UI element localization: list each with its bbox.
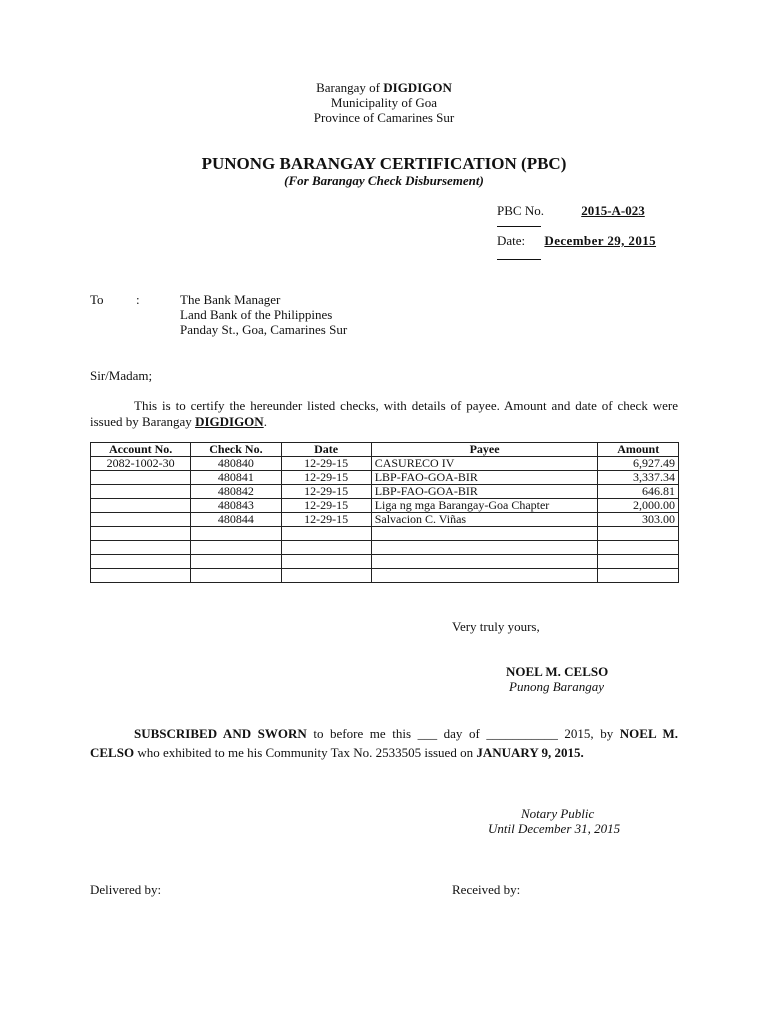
- cell-amount: 303.00: [598, 513, 679, 527]
- cell-account-no: [91, 541, 191, 555]
- oath-text-1: to before me this ___ day of ___________ 2015, by: [306, 726, 620, 741]
- cell-check-no: 480841: [191, 471, 281, 485]
- cell-date: [281, 569, 371, 583]
- oath-name: NOEL M. CELSO: [90, 726, 678, 760]
- cell-account-no: 2082-1002-30: [91, 457, 191, 471]
- cell-payee: [371, 527, 598, 541]
- oath-text-2: who exhibited to me his Community Tax No. 2533505 issued on: [134, 745, 477, 760]
- oath-issue-date: JANUARY 9, 2015.: [476, 745, 584, 760]
- notary-title: Notary Public: [521, 806, 595, 821]
- table-header-row: [91, 443, 679, 457]
- cell-account-no: [91, 569, 191, 583]
- pbc-date-label: Date:: [497, 233, 526, 248]
- cell-amount: [598, 555, 679, 569]
- pbc-number-value: 2015-A-023: [581, 203, 645, 218]
- recipient-line-2: Land Bank of the Philippines: [180, 307, 333, 322]
- cell-payee: [371, 541, 598, 555]
- certification-body: [90, 398, 678, 430]
- table-row: [91, 485, 679, 499]
- table-row: [91, 541, 679, 555]
- table-row: [91, 569, 679, 583]
- recipient-address: [180, 292, 347, 337]
- cell-payee: [371, 555, 598, 569]
- oath-paragraph: [90, 724, 678, 762]
- barangay-prefix: Barangay of: [316, 80, 384, 95]
- cell-check-no: [191, 555, 281, 569]
- header-payee: Payee: [371, 443, 598, 457]
- cell-amount: 646.81: [598, 485, 679, 499]
- cell-account-no: [91, 513, 191, 527]
- table-row: [91, 513, 679, 527]
- certification-text: This is to certify the hereunder listed checks, with details of payee. Amount and date of check were issued by Barangay: [90, 398, 678, 429]
- cell-payee: Liga ng mga Barangay-Goa Chapter: [371, 499, 598, 513]
- cell-date: 12-29-15: [281, 513, 371, 527]
- cell-check-no: [191, 541, 281, 555]
- pbc-date: [497, 233, 656, 249]
- document-subtitle: (For Barangay Check Disbursement): [284, 173, 484, 188]
- cell-payee: LBP-FAO-GOA-BIR: [371, 485, 598, 499]
- cell-amount: 2,000.00: [598, 499, 679, 513]
- table-row: [91, 471, 679, 485]
- signatory-position: Punong Barangay: [509, 679, 604, 694]
- cell-check-no: 480843: [191, 499, 281, 513]
- cell-date: 12-29-15: [281, 471, 371, 485]
- cell-date: 12-29-15: [281, 457, 371, 471]
- cell-date: 12-29-15: [281, 485, 371, 499]
- header-amount: Amount: [598, 443, 679, 457]
- document-title: PUNONG BARANGAY CERTIFICATION (PBC): [201, 154, 567, 173]
- table-row: [91, 555, 679, 569]
- certification-barangay: DIGDIGON: [195, 414, 264, 429]
- cell-amount: 6,927.49: [598, 457, 679, 471]
- cell-payee: LBP-FAO-GOA-BIR: [371, 471, 598, 485]
- cell-amount: [598, 541, 679, 555]
- table-row: [91, 457, 679, 471]
- header-check-no: Check No.: [191, 443, 281, 457]
- cell-date: 12-29-15: [281, 499, 371, 513]
- cell-check-no: 480840: [191, 457, 281, 471]
- municipality: Municipality of Goa: [330, 95, 438, 110]
- cell-check-no: 480842: [191, 485, 281, 499]
- recipient-line-1: The Bank Manager: [180, 292, 281, 307]
- cell-check-no: [191, 527, 281, 541]
- signatory-name: NOEL M. CELSO: [506, 664, 609, 679]
- cell-payee: CASURECO IV: [371, 457, 598, 471]
- notary-until: Until December 31, 2015: [488, 821, 621, 836]
- pbc-date-underline: [497, 259, 541, 260]
- pbc-number-label: PBC No.: [497, 203, 544, 218]
- delivered-by: Delivered by:: [90, 882, 162, 897]
- cell-account-no: [91, 471, 191, 485]
- pbc-date-value: December 29, 2015: [544, 233, 657, 248]
- to-colon: :: [136, 292, 140, 307]
- pbc-number-underline: [497, 226, 541, 227]
- checks-table: [90, 442, 679, 583]
- cell-payee: [371, 569, 598, 583]
- cell-account-no: [91, 499, 191, 513]
- cell-account-no: [91, 555, 191, 569]
- oath-sworn: SUBSCRIBED AND SWORN: [134, 726, 307, 741]
- cell-payee: Salvacion C. Viñas: [371, 513, 598, 527]
- cell-check-no: 480844: [191, 513, 281, 527]
- cell-account-no: [91, 527, 191, 541]
- received-by: Received by:: [452, 882, 521, 897]
- salutation: Sir/Madam;: [90, 368, 153, 383]
- cell-amount: [598, 569, 679, 583]
- closing: Very truly yours,: [452, 619, 540, 634]
- header-account-no: Account No.: [91, 443, 191, 457]
- barangay-name: DIGDIGON: [383, 80, 452, 95]
- cell-account-no: [91, 485, 191, 499]
- certification-end: .: [263, 414, 267, 429]
- barangay-header: [0, 80, 768, 95]
- table-row: [91, 499, 679, 513]
- cell-check-no: [191, 569, 281, 583]
- header-date: Date: [281, 443, 371, 457]
- pbc-number: [497, 203, 645, 219]
- to-label: To: [90, 292, 104, 307]
- cell-amount: 3,337.34: [598, 471, 679, 485]
- table-row: [91, 527, 679, 541]
- province: Province of Camarines Sur: [313, 110, 455, 125]
- cell-date: [281, 555, 371, 569]
- cell-date: [281, 527, 371, 541]
- cell-amount: [598, 527, 679, 541]
- recipient-line-3: Panday St., Goa, Camarines Sur: [180, 322, 348, 337]
- cell-date: [281, 541, 371, 555]
